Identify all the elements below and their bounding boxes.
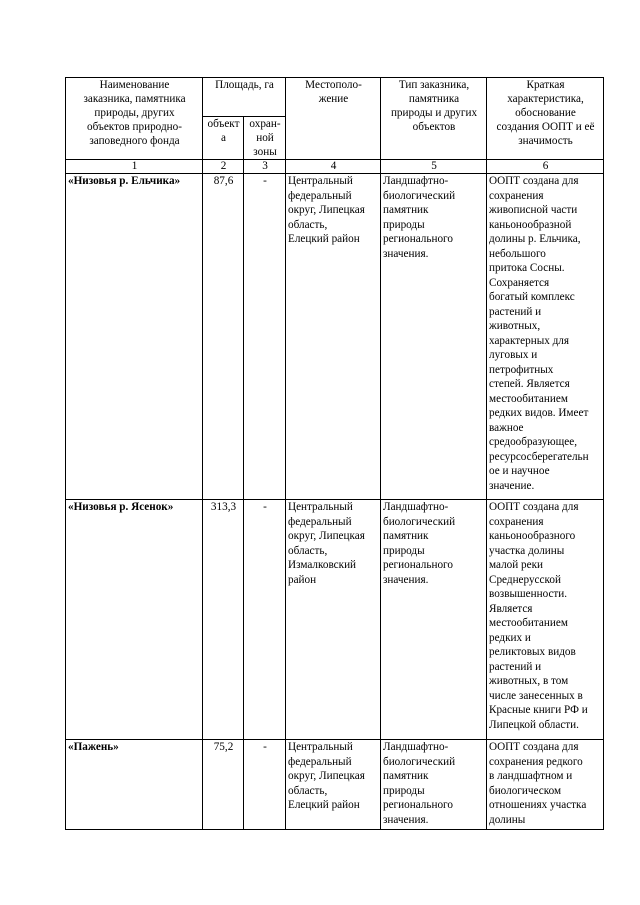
column-number: 3: [244, 160, 286, 174]
header-area-object: объект а: [203, 117, 244, 160]
row-location: Центральный федеральный округ, Липецкая область, Елецкий район: [286, 740, 381, 830]
header-location: Местополо- жение: [286, 78, 381, 160]
header-area: Площадь, га: [203, 78, 286, 117]
column-number: 2: [203, 160, 244, 174]
table-row: [66, 740, 604, 830]
row-description: ООПТ создана для сохранения живописной части каньонообразной долины р. Ельчика, небольшого притока Сосны. Сохраняется богатый комплекс растений и животных, характерных для луговых и петрофитных степей. Является местообитанием редких видов. Имеет важное средообразующее, ресурсосберегательн ое и научное значение.: [487, 174, 604, 500]
table-row: [66, 500, 604, 740]
row-name: «Низовья р. Ельчика»: [66, 174, 203, 500]
row-description: ООПТ создана для сохранения каньонообразного участка долины малой реки Среднерусской возвышенности. Является местообитанием редких и реликтовых видов растений и животных, в том числе занесенных в Красные книги РФ и Липецкой области.: [487, 500, 604, 740]
row-area-zone: -: [244, 740, 286, 830]
header-description: Краткая характеристика, обоснование создания ООПТ и её значимость: [487, 78, 604, 160]
header-area-zone: охран- ной зоны: [244, 117, 286, 160]
row-location: Центральный федеральный округ, Липецкая область, Измалковский район: [286, 500, 381, 740]
row-type: Ландшафтно- биологический памятник природы регионального значения.: [381, 740, 487, 830]
row-type: Ландшафтно- биологический памятник природы регионального значения.: [381, 174, 487, 500]
column-number: 6: [487, 160, 604, 174]
row-area-object: 75,2: [203, 740, 244, 830]
row-location: Центральный федеральный округ, Липецкая область, Елецкий район: [286, 174, 381, 500]
column-number: 5: [381, 160, 487, 174]
table-row: [66, 174, 604, 500]
row-area-object: 87,6: [203, 174, 244, 500]
row-name: «Низовья р. Ясенок»: [66, 500, 203, 740]
column-number: 1: [66, 160, 203, 174]
row-area-zone: -: [244, 500, 286, 740]
row-description: ООПТ создана для сохранения редкого в ландшафтном и биологическом отношениях участка долины: [487, 740, 604, 830]
column-number: 4: [286, 160, 381, 174]
row-area-zone: -: [244, 174, 286, 500]
row-type: Ландшафтно- биологический памятник природы регионального значения.: [381, 500, 487, 740]
protected-areas-table: [65, 77, 604, 830]
row-area-object: 313,3: [203, 500, 244, 740]
header-type: Тип заказника, памятника природы и других объектов: [381, 78, 487, 160]
row-name: «Пажень»: [66, 740, 203, 830]
header-name: Наименование заказника, памятника природы, других объектов природно- заповедного фонда: [66, 78, 203, 160]
